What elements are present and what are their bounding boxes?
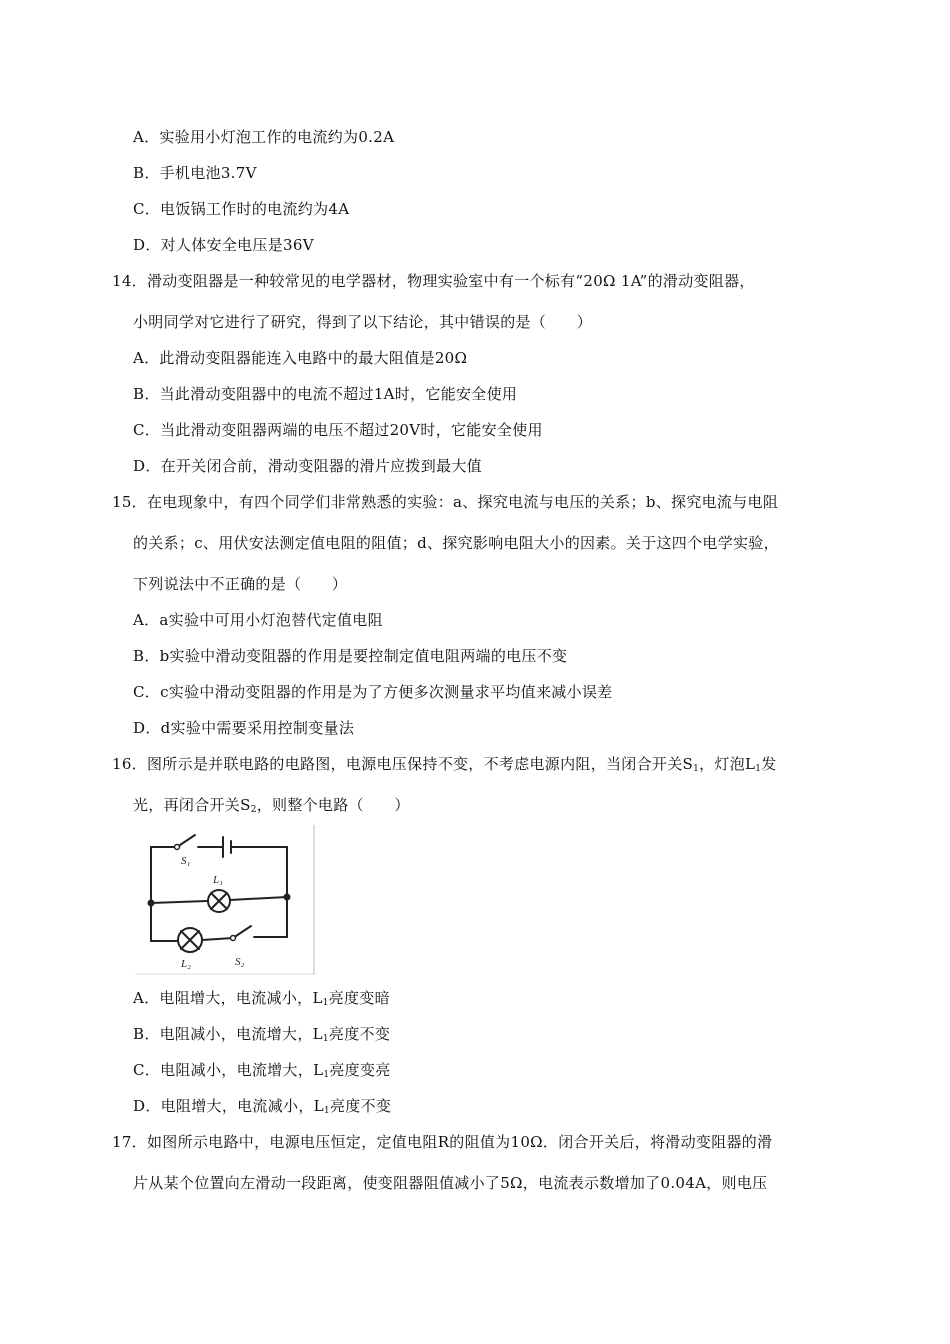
q13-option-a: A．实验用小灯泡工作的电流约为0.2A — [133, 128, 395, 146]
q14-option-a: A．此滑动变阻器能连入电路中的最大阻值是20Ω — [133, 349, 468, 367]
q14-option-d: D．在开关闭合前，滑动变阻器的滑片应拨到最大值 — [133, 457, 482, 475]
q14-option-c: C．当此滑动变阻器两端的电压不超过20V时，它能安全使用 — [133, 421, 543, 439]
figure-label-l1: L₁ — [213, 874, 223, 886]
q17-stem-line1: 17．如图所示电路中，电源电压恒定，定值电阻R的阻值为10Ω．闭合开关后，将滑动变阻器的滑 — [112, 1133, 773, 1151]
q15-stem-line3: 下列说法中不正确的是（ ） — [133, 575, 348, 593]
q16-option-c: C．电阻减小，电流增大，$L_1$亮度变亮 — [133, 1061, 391, 1080]
q17-stem-line2: 片从某个位置向左滑动一段距离，使变阻器阻值减小了5Ω，电流表示数增加了0.04A，则电压 — [133, 1174, 768, 1192]
q14-stem-line1: 14．滑动变阻器是一种较常见的电学器材，物理实验室中有一个标有“20Ω 1A”的滑动变阻器， — [112, 272, 755, 290]
q15-option-c: C．c实验中滑动变阻器的作用是为了方便多次测量求平均值来减小误差 — [133, 683, 613, 701]
figure-label-s1: S₁ — [181, 855, 191, 867]
q15-option-b: B．b实验中滑动变阻器的作用是要控制定值电阻两端的电压不变 — [133, 647, 568, 665]
q15-stem-line1: 15．在电现象中，有四个同学们非常熟悉的实验：a、探究电流与电压的关系；b、探究电流与电阻 — [112, 493, 779, 511]
q13-option-b: B．手机电池3.7V — [133, 164, 257, 182]
figure-label-l2: L₂ — [181, 958, 191, 970]
q16-option-d: D．电阻增大，电流减小，$L_1$亮度不变 — [133, 1097, 392, 1116]
q15-option-d: D．d实验中需要采用控制变量法 — [133, 719, 355, 737]
figure-label-s2: S₂ — [235, 956, 245, 968]
q16-option-a: A．电阻增大，电流减小，$L_1$亮度变暗 — [133, 989, 390, 1008]
q14-option-b: B．当此滑动变阻器中的电流不超过1A时，它能安全使用 — [133, 385, 518, 403]
q15-option-a: A．a实验中可用小灯泡替代定值电阻 — [133, 611, 383, 629]
q16-option-b: B．电阻减小，电流增大，$L_1$亮度不变 — [133, 1025, 391, 1044]
q15-stem-line2: 的关系；c、用伏安法测定值电阻的阻值；d、探究影响电阻大小的因素。关于这四个电学实验， — [133, 534, 779, 552]
q13-option-d: D．对人体安全电压是36V — [133, 236, 314, 254]
q16-stem-line2: 光，再闭合开关$S_2$，则整个电路（ ） — [133, 796, 410, 815]
q16-stem-line1: 16．图所示是并联电路的电路图，电源电压保持不变，不考虑电源内阻，当闭合开关$S_1$，灯泡$L_1$发 — [112, 755, 777, 774]
parallel-circuit-figure — [135, 825, 315, 975]
q14-stem-line2: 小明同学对它进行了研究，得到了以下结论，其中错误的是（ ） — [133, 313, 593, 331]
q13-option-c: C．电饭锅工作时的电流约为4A — [133, 200, 350, 218]
